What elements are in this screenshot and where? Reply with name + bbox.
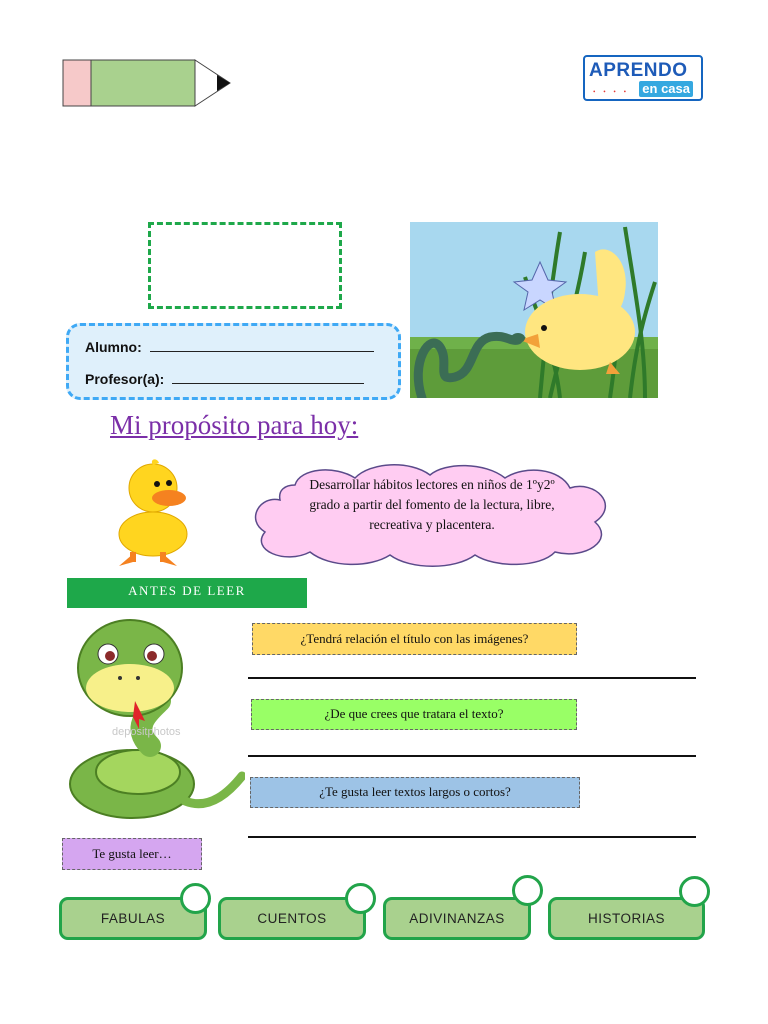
option-fabulas[interactable]: FABULAS xyxy=(59,897,207,940)
option-adivinanzas[interactable]: ADIVINANZAS xyxy=(383,897,531,940)
antes-de-leer-header: ANTES DE LEER xyxy=(67,578,307,608)
option-historias[interactable]: HISTORIAS xyxy=(548,897,705,940)
alumno-label: Alumno: xyxy=(85,339,142,355)
te-gusta-leer-box: Te gusta leer… xyxy=(62,838,202,870)
duck-snake-illustration xyxy=(410,222,658,398)
alumno-line[interactable] xyxy=(150,338,374,352)
snake-icon xyxy=(60,616,245,831)
question-3: ¿Te gusta leer textos largos o cortos? xyxy=(250,777,580,808)
page-title: Mi propósito para hoy: xyxy=(110,410,359,440)
logo-subtext: en casa xyxy=(639,81,693,97)
purpose-line-3: recreativa y placentera. xyxy=(369,517,495,532)
logo-dots: • • • • xyxy=(593,88,630,96)
check-circle-adivinanzas[interactable] xyxy=(512,875,543,906)
option-cuentos[interactable]: CUENTOS xyxy=(218,897,366,940)
alumno-row xyxy=(85,338,374,355)
question-1: ¿Tendrá relación el título con las imágenes? xyxy=(252,623,577,655)
question-2: ¿De que crees que tratara el texto? xyxy=(251,699,577,730)
pencil-icon xyxy=(62,58,232,108)
purpose-line-2: grado a partir del fomento de la lectura, libre, xyxy=(309,497,555,512)
purpose-line-1: Desarrollar hábitos lectores en niños de 1ºy2º xyxy=(309,477,555,492)
answer-line-2[interactable] xyxy=(248,755,696,757)
student-info-box xyxy=(66,323,401,400)
check-circle-cuentos[interactable] xyxy=(345,883,376,914)
check-circle-historias[interactable] xyxy=(679,876,710,907)
answer-line-1[interactable] xyxy=(248,677,696,679)
answer-line-3[interactable] xyxy=(248,836,696,838)
aprendo-en-casa-logo xyxy=(583,55,703,101)
watermark: depositphotos xyxy=(112,726,181,738)
logo-text: APRENDO xyxy=(589,60,688,81)
profesor-row xyxy=(85,370,364,387)
duck-icon xyxy=(105,458,200,568)
name-box xyxy=(148,222,342,309)
profesor-label: Profesor(a): xyxy=(85,371,165,387)
check-circle-fabulas[interactable] xyxy=(180,883,211,914)
purpose-text xyxy=(262,475,602,535)
profesor-line[interactable] xyxy=(172,370,364,384)
